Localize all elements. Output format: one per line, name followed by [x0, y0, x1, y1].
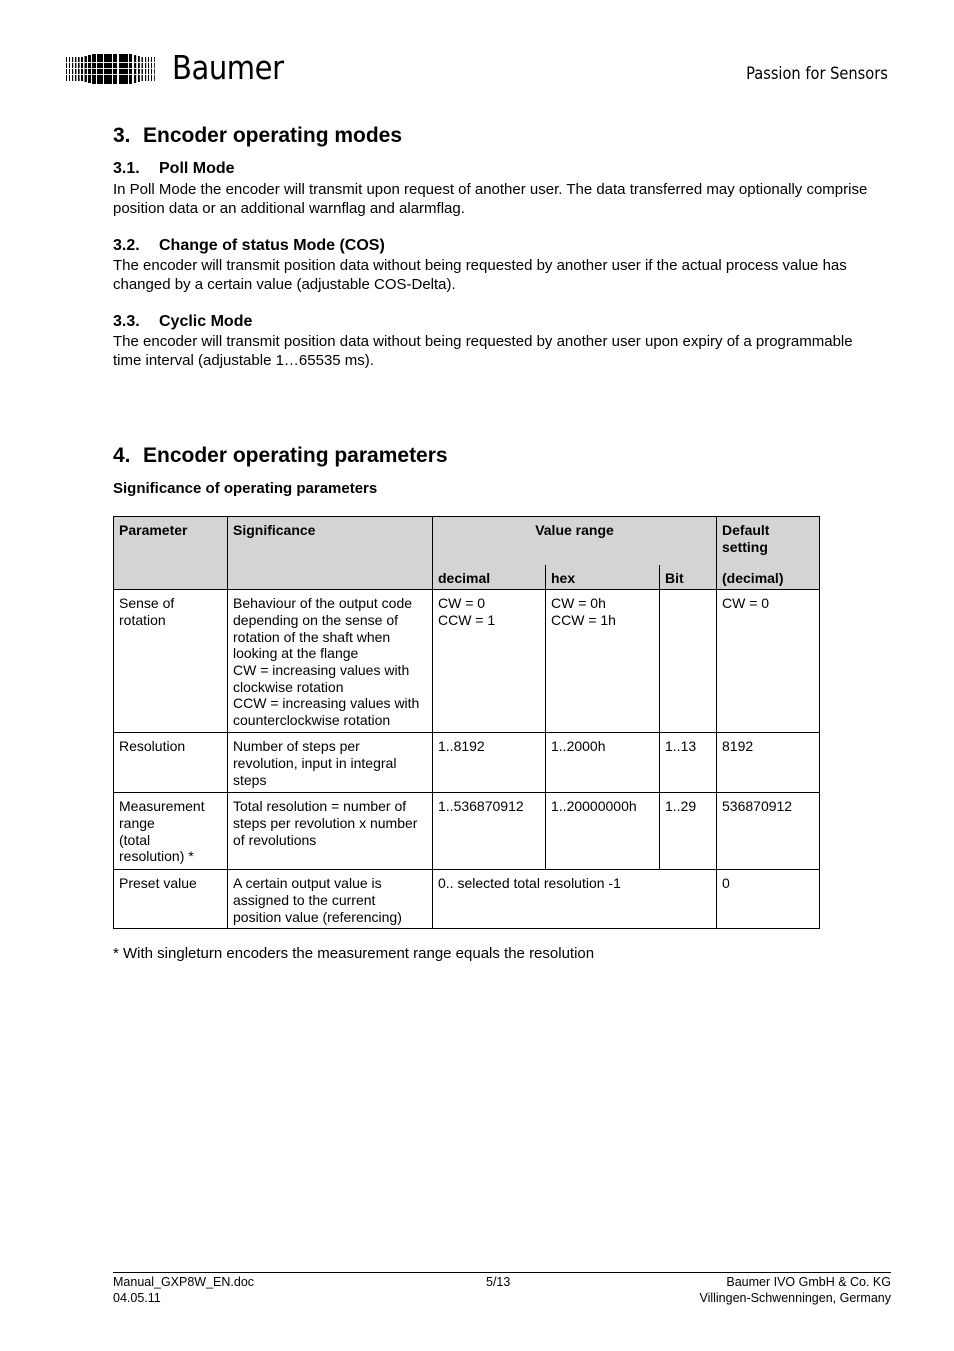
header-parameter: Parameter — [114, 517, 228, 590]
cell-line: Preset value — [119, 875, 197, 892]
cell-line: A certain output value is — [233, 875, 382, 892]
cell-parameter — [114, 590, 228, 733]
table-header-row — [114, 517, 820, 565]
operating-parameters-table — [113, 516, 820, 929]
cell-line: 1..536870912 — [438, 798, 524, 815]
cell-bit — [660, 590, 717, 733]
section-title: Poll Mode — [159, 160, 235, 177]
cell-line: 1..8192 — [438, 738, 485, 755]
section-title: Encoder operating parameters — [143, 444, 448, 467]
cell-line: Behaviour of the output code — [233, 595, 413, 612]
header-value-range: Value range — [433, 517, 717, 565]
cell-significance — [228, 590, 433, 733]
cell-line: assigned to the current — [233, 891, 376, 908]
cell-hex — [546, 733, 660, 793]
cell-line: position value (referencing) — [233, 908, 402, 925]
footnote: * With singleturn encoders the measurement range equals the resolution — [113, 945, 595, 962]
tagline: Passion for Sensors — [746, 64, 888, 84]
baumer-logo — [66, 48, 296, 88]
section-3-3-heading — [113, 313, 252, 331]
cell-line: rotation — [119, 611, 166, 628]
cell-decimal — [433, 733, 546, 793]
table-row — [114, 590, 820, 733]
footer-divider — [113, 1272, 891, 1273]
header-bit: Bit — [660, 565, 717, 590]
cell-line: steps — [233, 771, 267, 788]
cell-bit — [660, 793, 717, 870]
table-caption: Significance of operating parameters — [113, 480, 378, 497]
cell-parameter — [114, 870, 228, 929]
cell-line: counterclockwise rotation — [233, 712, 391, 729]
cell-default — [717, 793, 820, 870]
cell-line: of revolutions — [233, 831, 317, 848]
header-significance: Significance — [228, 517, 433, 590]
header-hex: hex — [546, 565, 660, 590]
section-title: Cyclic Mode — [159, 313, 253, 330]
cell-range-merged — [433, 870, 717, 929]
table-row — [114, 870, 820, 929]
cell-line: Number of steps per — [233, 738, 360, 755]
cell-bit — [660, 733, 717, 793]
cell-line: (total — [119, 831, 151, 848]
section-title: Encoder operating modes — [143, 124, 403, 147]
cell-line: CW = 0 — [438, 595, 486, 612]
section-number: 3.3. — [113, 313, 140, 330]
section-title: Change of status Mode (COS) — [159, 237, 385, 254]
cell-significance — [228, 733, 433, 793]
cell-line: CW = increasing values with — [233, 662, 410, 679]
cell-significance — [228, 793, 433, 870]
cell-line: looking at the flange — [233, 645, 359, 662]
cell-line: 0.. selected total resolution -1 — [438, 875, 621, 892]
cell-hex — [546, 793, 660, 870]
footer-page-number: 5/13 — [486, 1275, 511, 1289]
footer-doc-name: Manual_GXP8W_EN.doc — [113, 1275, 255, 1289]
section-3-1-heading — [113, 160, 235, 178]
cell-hex — [546, 590, 660, 733]
cell-line: 1..2000h — [551, 738, 606, 755]
section-number: 3. — [113, 124, 131, 147]
cell-line: 1..29 — [665, 798, 697, 815]
cell-line: range — [119, 814, 155, 831]
cyclic-mode-text: The encoder will transmit position data without being requested by another user upon expiry of a programmable time interval (adjustable 1…65535 ms). — [113, 333, 853, 369]
section-number: 4. — [113, 444, 131, 467]
cell-line: CW = 0 — [722, 595, 770, 612]
cell-line: CCW = increasing values with — [233, 695, 420, 712]
header-default-line1: Default — [722, 522, 770, 538]
cell-line: Total resolution = number of — [233, 798, 407, 815]
cell-line: depending on the sense of — [233, 611, 399, 628]
cell-line: CCW = 1 — [438, 611, 496, 628]
cell-line: Sense of — [119, 595, 175, 612]
poll-mode-text: In Poll Mode the encoder will transmit upon request of another user. The data transferred may optionally comprise position data or an additional warnflag and alarmflag. — [113, 181, 868, 217]
cell-line: 8192 — [722, 738, 754, 755]
cell-line: 0 — [722, 875, 730, 892]
cell-line: clockwise rotation — [233, 678, 344, 695]
cell-line: steps per revolution x number — [233, 814, 418, 831]
cell-line: 1..20000000h — [551, 798, 637, 815]
footer-date: 04.05.11 — [113, 1290, 161, 1305]
cell-decimal — [433, 793, 546, 870]
cell-line: CW = 0h — [551, 595, 606, 612]
cell-decimal — [433, 590, 546, 733]
cell-line: CCW = 1h — [551, 611, 616, 628]
table-row — [114, 733, 820, 793]
cell-line: revolution, input in integral — [233, 754, 397, 771]
cell-default — [717, 590, 820, 733]
footer-left — [113, 1275, 254, 1306]
cell-line: 536870912 — [722, 798, 793, 815]
footer-right — [699, 1275, 891, 1306]
cell-significance — [228, 870, 433, 929]
cos-mode-text: The encoder will transmit position data without being requested by another user if the actual process value has changed by a certain value (adjustable COS-Delta). — [113, 257, 847, 293]
header-default — [717, 517, 820, 565]
section-number: 3.1. — [113, 160, 140, 177]
section-number: 3.2. — [113, 237, 140, 254]
cell-line: Measurement — [119, 798, 205, 815]
cell-parameter — [114, 793, 228, 870]
section-3-heading — [113, 124, 402, 148]
brand-name: Baumer — [172, 48, 284, 87]
cell-line: Resolution — [119, 738, 186, 755]
section-4-heading — [113, 444, 448, 468]
header-decimal: decimal — [433, 565, 546, 590]
section-3-2-heading — [113, 237, 385, 255]
cell-line: resolution) * — [119, 848, 194, 865]
footer-location: Villingen-Schwenningen, Germany — [699, 1290, 891, 1305]
table-row — [114, 793, 820, 870]
header-default-unit: (decimal) — [717, 565, 820, 590]
cell-parameter — [114, 733, 228, 793]
header-default-line2: setting — [722, 538, 768, 555]
cell-default — [717, 870, 820, 929]
cell-line: rotation of the shaft when — [233, 628, 391, 645]
footer-company: Baumer IVO GmbH & Co. KG — [726, 1275, 891, 1289]
cell-line: 1..13 — [665, 738, 697, 755]
table-body — [114, 590, 820, 929]
baumer-logo-mark-icon — [66, 54, 158, 84]
cell-default — [717, 733, 820, 793]
